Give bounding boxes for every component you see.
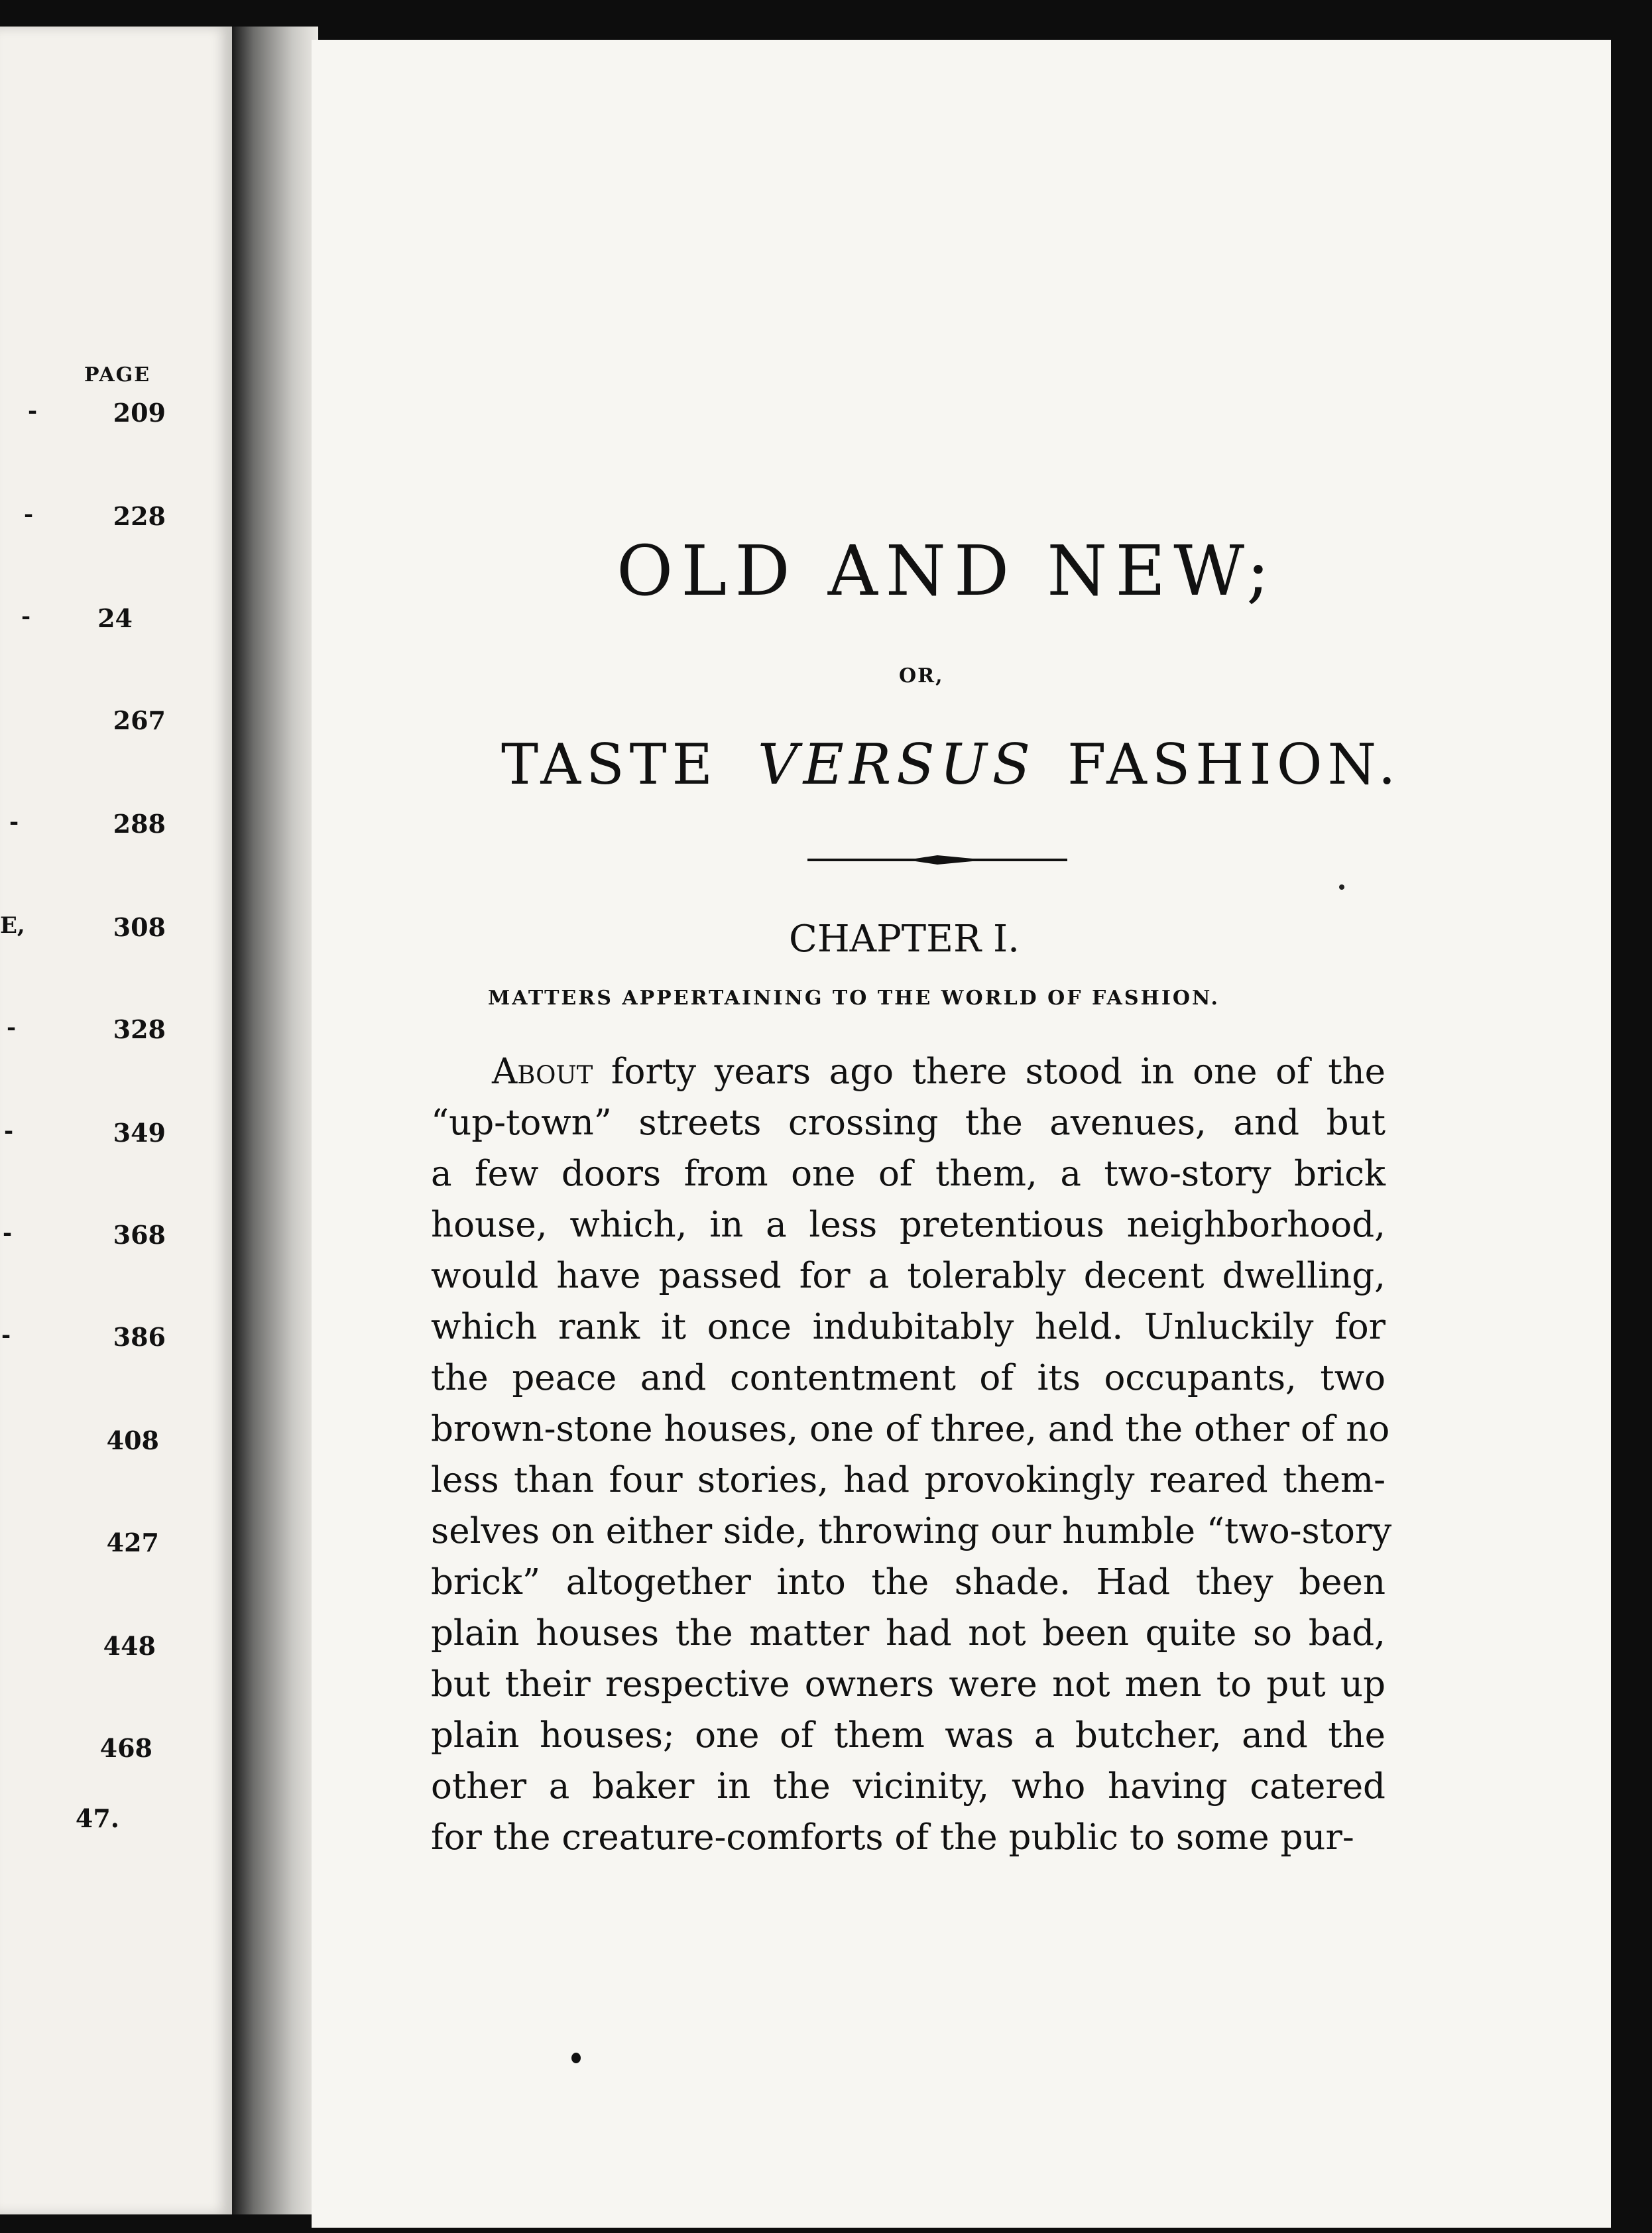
scan-border (1611, 0, 1652, 2233)
body-line-text: forty years ago there stood in one of the (593, 1052, 1386, 1092)
toc-row (0, 398, 232, 438)
toc-page-number: 408 (106, 1425, 159, 1455)
toc-row (0, 1803, 232, 1843)
toc-page-number: 448 (103, 1631, 156, 1661)
toc-leader: - (24, 501, 34, 528)
body-line: would have passed for a tolerably decent dwelling, (431, 1256, 1386, 1296)
body-line (431, 1046, 1386, 1097)
toc-row (0, 705, 232, 745)
subtitle-part-1: TASTE (501, 732, 718, 797)
body-line: but their respective owners were not men to put up (431, 1664, 1386, 1705)
body-line: less than four stories, had provokingly reared them- (431, 1460, 1386, 1500)
toc-row (0, 1425, 232, 1465)
toc-row (0, 1118, 232, 1158)
toc-page-number: 349 (113, 1118, 166, 1148)
subtitle-part-2: FASHION. (1067, 732, 1401, 797)
toc-leader: - (7, 1014, 17, 1041)
toc-leader: - (1, 1322, 11, 1349)
subtitle-italic: VERSUS (758, 732, 1036, 797)
body-line: other a baker in the vicinity, who having catered (431, 1766, 1386, 1807)
body-line: house, which, in a less pretentious neighborhood, (431, 1205, 1386, 1245)
body-line: selves on either side, throwing our humble “two-story (431, 1511, 1392, 1551)
chapter-subheading: MATTERS APPERTAINING TO THE WORLD OF FASHION. (488, 987, 1220, 1010)
toc-row (0, 809, 232, 849)
toc-row (0, 501, 232, 541)
toc-row (0, 1528, 232, 1567)
book-subtitle (501, 732, 1401, 797)
toc-page-number: 209 (113, 398, 166, 428)
body-line: a few doors from one of them, a two-story brick (431, 1154, 1386, 1194)
body-line: plain houses; one of them was a butcher, and the (431, 1715, 1386, 1756)
toc-page-number: 47. (75, 1803, 119, 1833)
toc-page-number: 267 (113, 705, 166, 735)
toc-page-number: 308 (113, 912, 166, 942)
body-line: “up-town” streets crossing the avenues, and but (431, 1103, 1386, 1143)
toc-page-number: 468 (99, 1733, 152, 1763)
toc-leader: - (28, 398, 38, 424)
body-line: plain houses the matter had not been quite so bad, (431, 1613, 1386, 1654)
toc-leader: - (9, 809, 19, 835)
toc-page-number: 328 (113, 1014, 166, 1044)
toc-leader: E, (0, 912, 25, 939)
toc-page-header: PAGE (84, 363, 151, 387)
toc-page-number: 228 (113, 501, 166, 531)
toc-page-number: 427 (106, 1528, 159, 1557)
toc-page-number: 288 (113, 809, 166, 839)
toc-row (0, 1733, 232, 1773)
chapter-body (431, 1046, 1392, 1863)
toc-leader: - (3, 1220, 13, 1246)
toc-row (0, 1014, 232, 1054)
body-line: which rank it once indubitably held. Unluckily for (431, 1307, 1386, 1347)
book-gutter (232, 27, 318, 2214)
ornament-swell (907, 855, 986, 865)
toc-row (0, 1631, 232, 1671)
body-line: the peace and contentment of its occupants, two (431, 1358, 1386, 1398)
toc-row (0, 1220, 232, 1260)
toc-leader: - (4, 1118, 14, 1144)
drop-word: About (492, 1052, 593, 1092)
body-line: brown-stone houses, one of three, and the other of no (431, 1409, 1390, 1449)
title-ornament-rule (807, 853, 1067, 867)
toc-row (0, 1322, 232, 1362)
body-line: for the creature-comforts of the public to some pur- (431, 1817, 1354, 1858)
toc-row (0, 603, 232, 643)
toc-page-number: 24 (97, 603, 133, 633)
toc-row (0, 912, 232, 952)
toc-page-number: 368 (113, 1220, 166, 1250)
footer-dot (571, 2053, 581, 2063)
chapter-heading: CHAPTER I. (789, 918, 1020, 961)
previous-page (0, 27, 232, 2214)
body-line: brick” altogether into the shade. Had they been (431, 1562, 1386, 1602)
book-title: OLD AND NEW; (617, 530, 1278, 611)
toc-page-number: 386 (113, 1322, 166, 1352)
title-conjunction: OR, (899, 664, 944, 688)
toc-leader: - (21, 603, 31, 630)
ink-speck (1339, 884, 1344, 890)
